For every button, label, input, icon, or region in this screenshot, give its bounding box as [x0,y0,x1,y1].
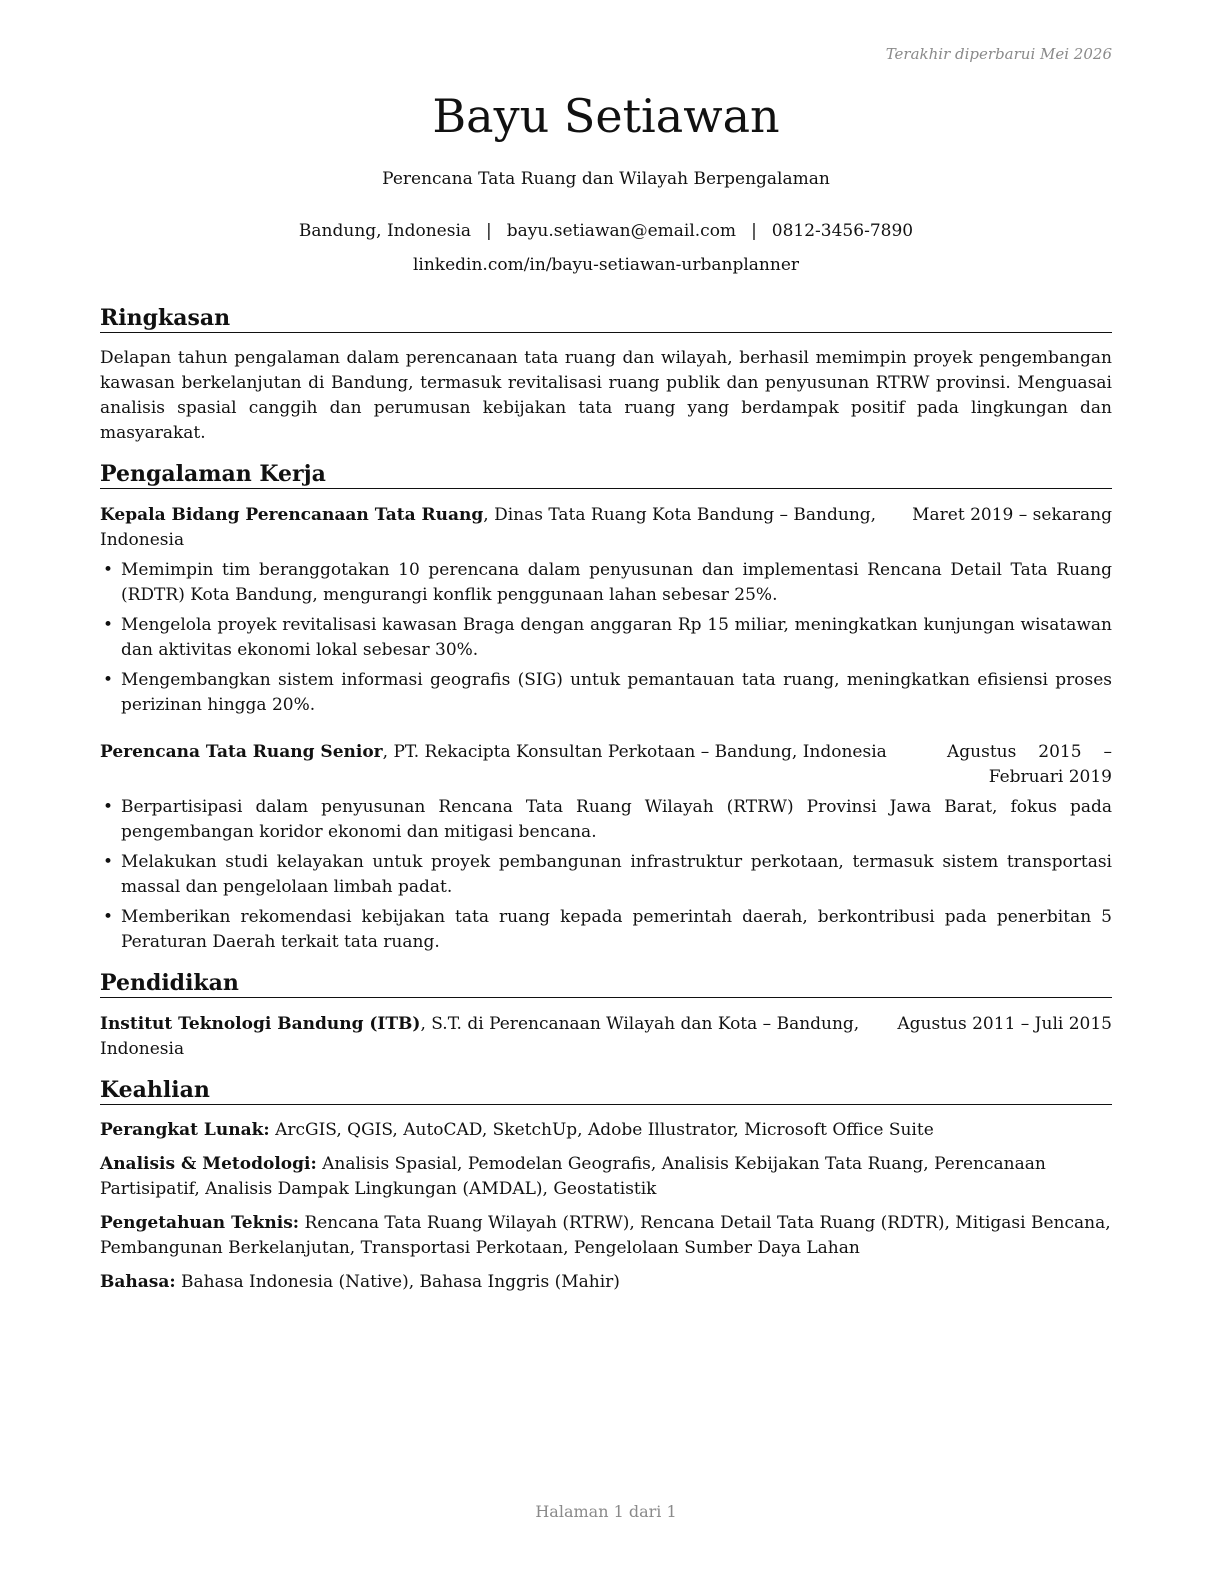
skill-value: Analisis Spasial, Pemodelan Geografis, Analisis Kebijakan Tata Ruang, Perencanaan Partisipatif, Analisis Dampak Lingkungan (AMDAL), Geostatistik [100,1154,1046,1199]
job-organization: , PT. Rekacipta Konsultan Perkotaan – Bandung, Indonesia [382,742,887,762]
skill-label: Pengetahuan Teknis: [100,1213,300,1233]
candidate-name: Bayu Setiawan [432,89,780,143]
job-title: Kepala Bidang Perencanaan Tata Ruang [100,505,484,525]
job-bullet: • Mengembangkan sistem informasi geografis (SIG) untuk pemantauan tata ruang, meningkatkan efisiensi proses perizinan hingga 20%. [100,668,1112,718]
experience-section [100,460,1112,955]
skill-value: Bahasa Indonesia (Native), Bahasa Inggris (Mahir) [175,1272,620,1292]
education-detail: , S.T. di Perencanaan Wilayah dan Kota – Bandung, Indonesia [100,1014,860,1059]
job-bullet: • Memberikan rekomendasi kebijakan tata ruang kepada pemerintah daerah, berkontribusi pada penerbitan 5 Peraturan Daerah terkait tata ruang. [100,905,1112,955]
job-bullet: • Memimpin tim beranggotakan 10 perencana dalam penyusunan dan implementasi Rencana Detail Tata Ruang (RDTR) Kota Bandung, mengurangi konflik penggunaan lahan sebesar 25%. [100,558,1112,608]
job-header [100,740,1112,790]
section-heading-summary: Ringkasan [100,304,1112,333]
skill-value: ArcGIS, QGIS, AutoCAD, SketchUp, Adobe Illustrator, Microsoft Office Suite [269,1120,934,1140]
job-organization: , Dinas Tata Ruang Kota Bandung – Bandung, Indonesia [100,505,877,550]
last-updated-note: Terakhir diperbarui Mei 2026 [885,45,1112,63]
contact-separator: | [751,221,757,241]
resume-body [100,304,1112,1309]
job-role [100,740,943,765]
education-dates: Agustus 2011 – Juli 2015 [897,1014,1112,1034]
section-heading-experience: Pengalaman Kerja [100,460,1112,489]
skill-row [100,1270,1112,1295]
skill-row [100,1152,1112,1202]
job-role [100,503,876,553]
contact-line [100,219,1112,243]
summary-section [100,304,1112,446]
skill-row [100,1211,1112,1261]
resume-page [100,0,1112,1584]
job-dates: Maret 2019 – sekarang [912,505,1112,525]
skill-value: Rencana Tata Ruang Wilayah (RTRW), Rencana Detail Tata Ruang (RDTR), Mitigasi Bencana, Pembangunan Berkelanjutan, Transportasi Perkotaan, Pengelolaan Sumber Daya Lahan [100,1213,1111,1258]
candidate-tagline: Perencana Tata Ruang dan Wilayah Berpengalaman [382,169,830,189]
job-entry [100,503,1112,718]
job-bullet: • Berpartisipasi dalam penyusunan Rencana Tata Ruang Wilayah (RTRW) Provinsi Jawa Barat, fokus pada pengembangan koridor ekonomi dan mitigasi bencana. [100,795,1112,845]
job-bullet: • Melakukan studi kelayakan untuk proyek pembangunan infrastruktur perkotaan, termasuk sistem transportasi massal dan pengelolaan limbah padat. [100,850,1112,900]
skill-row [100,1118,1112,1143]
section-heading-skills: Keahlian [100,1076,1112,1105]
summary-text: Delapan tahun pengalaman dalam perencanaan tata ruang dan wilayah, berhasil memimpin proyek pengembangan kawasan berkelanjutan di Bandung, termasuk revitalisasi ruang publik dan penyusunan RTRW provinsi. Menguasai analisis spasial canggih dan perumusan kebijakan tata ruang yang berdampak positif pada lingkungan dan masyarakat. [100,348,1112,443]
skill-label: Perangkat Lunak: [100,1120,270,1140]
contact-separator: | [486,221,492,241]
job-title: Perencana Tata Ruang Senior [100,742,383,762]
contact-phone: 0812-3456-7890 [771,221,914,241]
education-section [100,969,1112,1062]
skills-section [100,1076,1112,1295]
education-header [100,1012,1112,1062]
job-header [100,503,1112,553]
education-school: Institut Teknologi Bandung (ITB) [100,1014,421,1034]
page-number: Halaman 1 dari 1 [535,1502,677,1521]
skill-label: Analisis & Metodologi: [100,1154,317,1174]
job-entry [100,740,1112,955]
job-bullets [100,558,1112,718]
education-entry [100,1012,1112,1062]
contact-location: Bandung, Indonesia [298,221,472,241]
education-degree [100,1012,861,1062]
section-heading-education: Pendidikan [100,969,1112,998]
skill-label: Bahasa: [100,1272,176,1292]
job-bullet: • Mengelola proyek revitalisasi kawasan Braga dengan anggaran Rp 15 miliar, meningkatkan kunjungan wisatawan dan aktivitas ekonomi lokal sebesar 30%. [100,613,1112,663]
contact-email[interactable]: bayu.setiawan@email.com [506,221,737,241]
job-bullets [100,795,1112,955]
job-dates: Agustus 2015 – Februari 2019 [947,742,1112,787]
contact-linkedin[interactable]: linkedin.com/in/bayu-setiawan-urbanplanner [412,255,800,275]
